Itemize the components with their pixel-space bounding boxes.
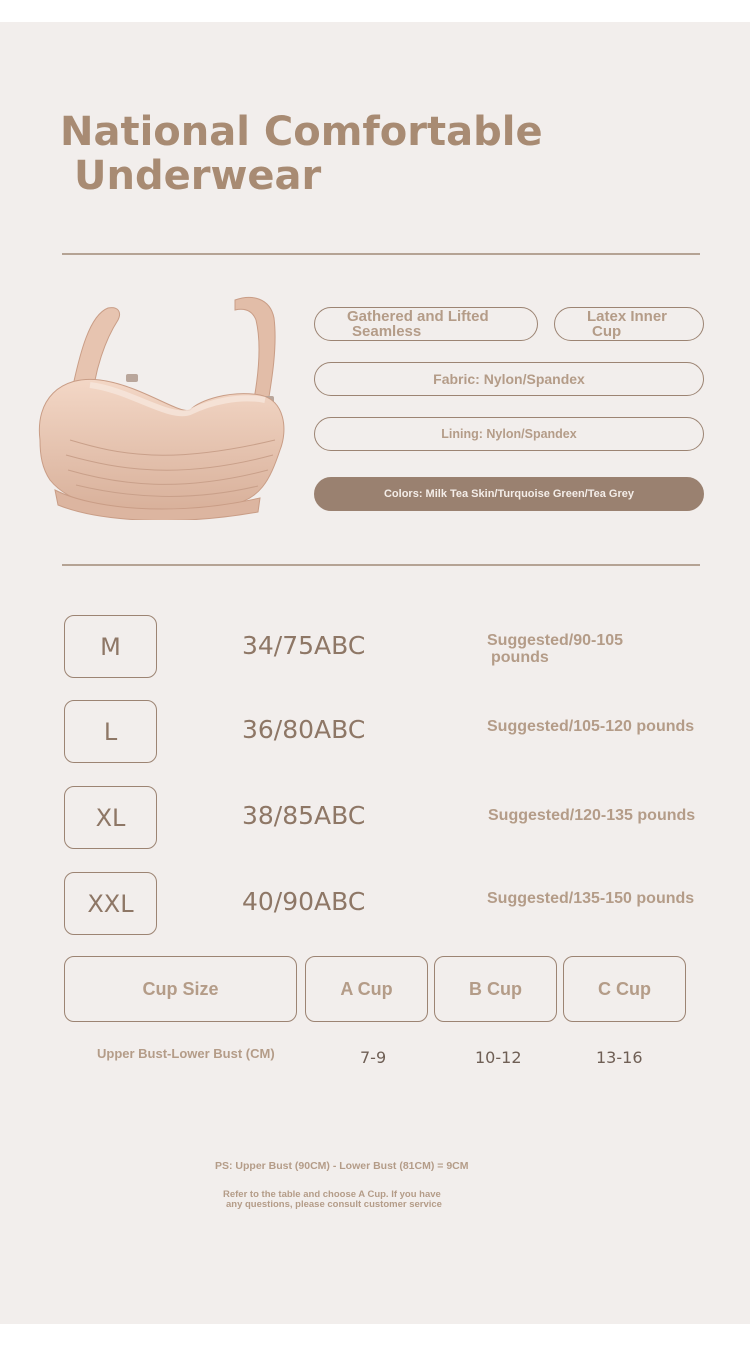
cup-size-header-label: Cup Size [142,978,219,999]
size-suggestion-line1: Suggested/120-135 pounds [488,807,696,824]
size-label-box [64,786,157,849]
size-value: 38/85ABC [242,801,366,830]
size-suggestion-line1: Suggested/135-150 pounds [487,890,695,907]
size-label-box [64,872,157,935]
size-value: 36/80ABC [242,715,366,744]
cup-a-header-label: A Cup [340,978,393,999]
feature-gathered-seamless [314,307,538,341]
size-label: XL [95,803,126,832]
size-suggestion [487,632,623,666]
middle-divider [62,564,700,566]
feature-latex-cup [554,307,704,341]
title-line-1: National Comfortable [60,109,543,155]
page-title [60,110,543,198]
refer-note-line1: Refer to the table and choose A Cup. If you have [223,1189,441,1200]
size-label: L [103,717,118,746]
size-suggestion [487,718,694,735]
feature-lining [314,417,704,451]
size-label-box [64,615,157,678]
cup-b-header-label: B Cup [469,978,522,999]
cup-size-header [64,956,297,1022]
size-suggestion-line1: Suggested/105-120 pounds [487,718,695,735]
feature-fabric-text: Fabric: Nylon/Spandex [433,371,585,387]
cup-c-header [563,956,686,1022]
feature-gathered-line2: Seamless [352,323,422,340]
size-label: XXL [87,889,134,918]
title-line-2: Underwear [74,153,322,199]
bra-product-image [30,290,300,520]
cup-c-header-label: C Cup [598,978,651,999]
refer-note-line2: any questions, please consult customer service [226,1199,442,1210]
feature-gathered-line1: Gathered and Lifted [347,308,489,325]
ps-note: PS: Upper Bust (90CM) - Lower Bust (81CM) = 9CM [215,1160,469,1172]
cup-c-value: 13-16 [596,1048,643,1067]
size-value: 40/90ABC [242,887,366,916]
feature-fabric [314,362,704,396]
feature-lining-text: Lining: Nylon/Spandex [441,427,577,441]
size-suggestion-line1: Suggested/90-105 [487,632,624,649]
cup-a-header [305,956,428,1022]
feature-colors-text: Colors: Milk Tea Skin/Turquoise Green/Tea Grey [383,488,634,500]
cup-a-value: 7-9 [360,1048,387,1067]
size-suggestion [487,890,694,907]
size-suggestion [488,807,695,824]
feature-colors [314,477,704,511]
cup-row-label: Upper Bust-Lower Bust (CM) [97,1046,275,1061]
cup-b-header [434,956,557,1022]
size-value: 34/75ABC [242,631,366,660]
size-suggestion-line2: pounds [491,649,549,666]
feature-latex-line1: Latex Inner [587,308,668,325]
size-label: M [100,632,121,661]
feature-latex-line2: Cup [592,323,622,340]
size-label-box [64,700,157,763]
cup-b-value: 10-12 [475,1048,522,1067]
top-divider [62,253,700,255]
